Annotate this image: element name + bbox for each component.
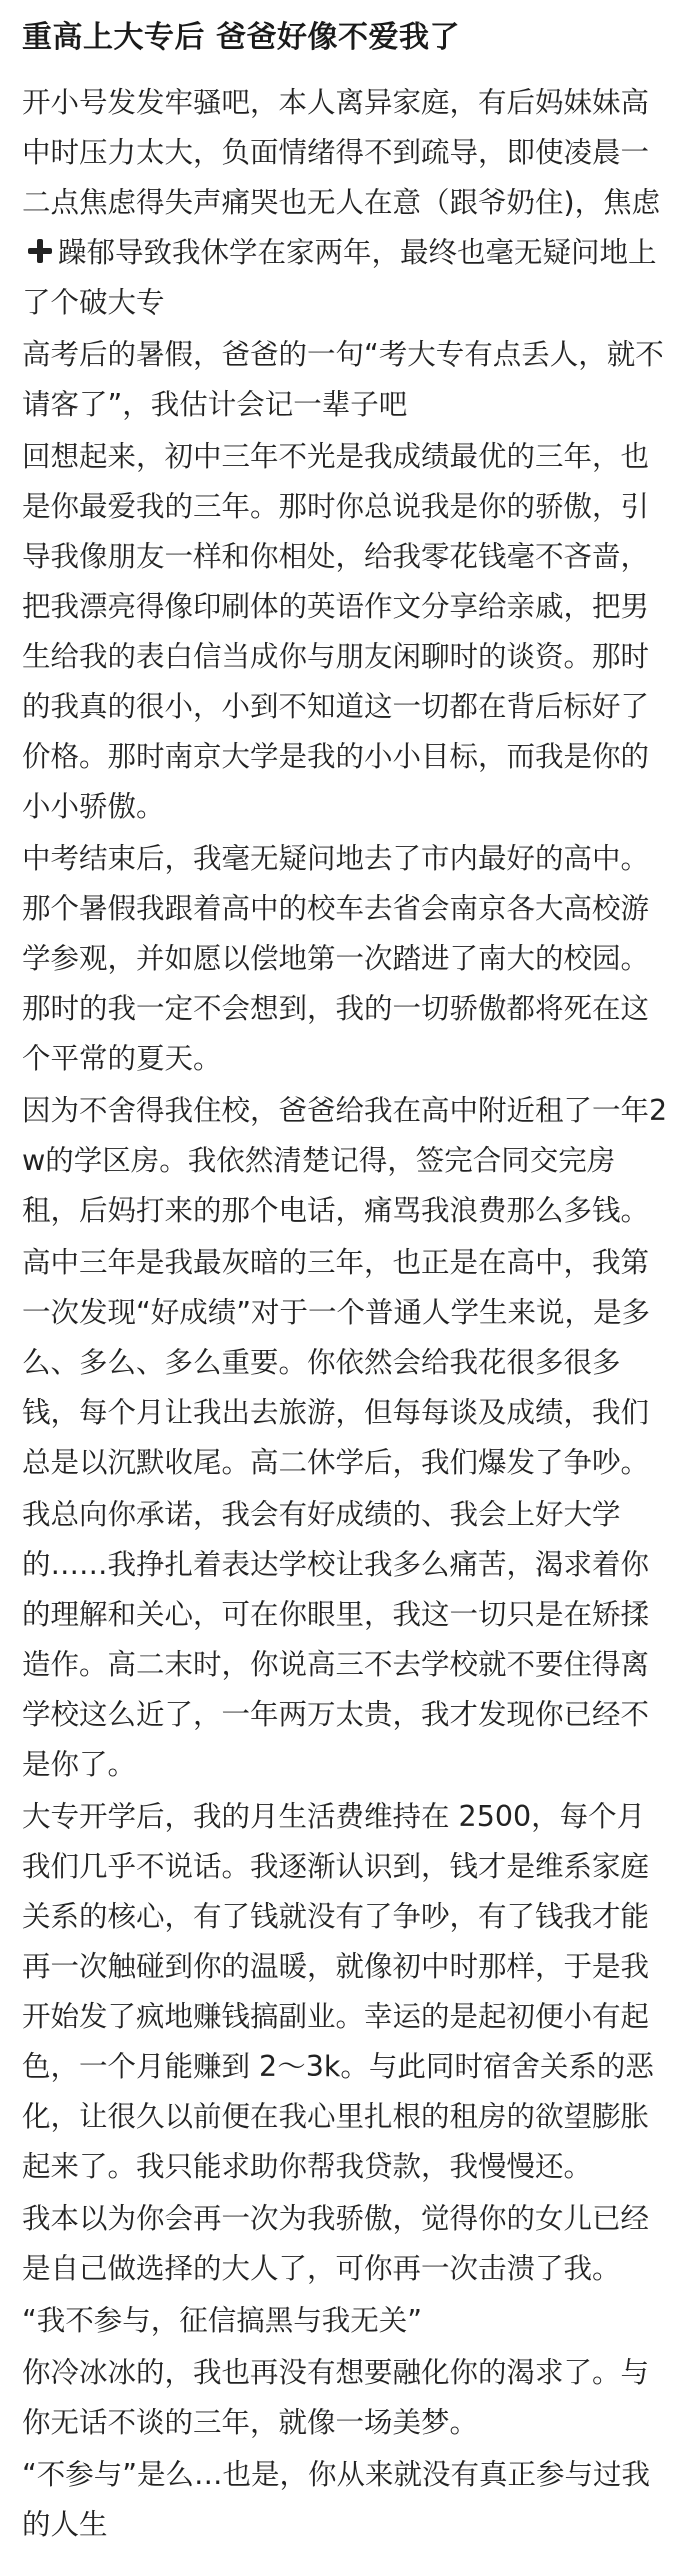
paragraph-7: 我总向你承诺，我会有好成绩的、我会上好大学的……我挣扎着表达学校让我多么痛苦，渴求着你的理解和关心，可在你眼里，我这一切只是在矫揉造作。高二末时，你说高三不去学校就不要住得离学校这么近了，一年两万太贵，我才发现你已经不是你了。 <box>22 1498 650 1781</box>
paragraph-1-text-b: 躁郁导致我休学在家两年，最终也毫无疑问地上了个破大专 <box>22 236 657 319</box>
paragraph-12: “不参与”是么…也是，你从来就没有真正参与过我的人生 <box>22 2458 651 2541</box>
paragraph-10-quote: “我不参与，征信搞黑与我无关” <box>22 2304 423 2337</box>
heavy-plus-icon <box>26 237 54 265</box>
paragraph-4: 中考结束后，我毫无疑问地去了市内最好的高中。那个暑假我跟着高中的校车去省会南京各大高校游学参观，并如愿以偿地第一次踏进了南大的校园。那时的我一定不会想到，我的一切骄傲都将死在这个平常的夏天。 <box>22 842 650 1075</box>
paragraph-6: 高中三年是我最灰暗的三年，也正是在高中，我第一次发现“好成绩”对于一个普通人学生来说，是多么、多么、多么重要。你依然会给我花很多很多钱，每个月让我出去旅游，但每每谈及成绩，我们总是以沉默收尾。高二休学后，我们爆发了争吵。 <box>22 1246 651 1479</box>
paragraph-2: 高考后的暑假，爸爸的一句“考大专有点丢人，就不请客了”，我估计会记一辈子吧 <box>22 338 664 421</box>
paragraph-8: 大专开学后，我的月生活费维持在 2500，每个月我们几乎不说话。我逐渐认识到，钱才是维系家庭关系的核心，有了钱就没有了争吵，有了钱我才能再一次触碰到你的温暖，就像初中时那样，于是我开始发了疯地赚钱搞副业。幸运的是起初便小有起色，一个月能赚到 2～3k。与此同时宿舍关系的恶化，让很久以前便在我心里扎根的租房的欲望膨胀起来了。我只能求助你帮我贷款，我慢慢还。 <box>22 1800 654 2183</box>
paragraph-5: 因为不舍得我住校，爸爸给我在高中附近租了一年2w的学区房。我依然清楚记得，签完合同交完房租，后妈打来的那个电话，痛骂我浪费那么多钱。 <box>22 1094 668 1227</box>
paragraph-3: 回想起来，初中三年不光是我成绩最优的三年，也是你最爱我的三年。那时你总说我是你的骄傲，引导我像朋友一样和你相处，给我零花钱毫不吝啬，把我漂亮得像印刷体的英语作文分享给亲戚，把男生给我的表白信当成你与朋友闲聊时的谈资。那时的我真的很小，小到不知道这一切都在背后标好了价格。那时南京大学是我的小小目标，而我是你的小小骄傲。 <box>22 440 650 823</box>
paragraph-11: 你冷冰冰的，我也再没有想要融化你的渴求了。与你无话不谈的三年，就像一场美梦。 <box>22 2356 650 2439</box>
paragraph-1 <box>22 78 668 328</box>
post-body <box>22 78 668 2550</box>
paragraph-9: 我本以为你会再一次为我骄傲，觉得你的女儿已经是自己做选择的大人了，可你再一次击溃了我。 <box>22 2202 650 2285</box>
paragraph-1-text-a: 开小号发发牢骚吧，本人离异家庭，有后妈妹妹高中时压力太大，负面情绪得不到疏导，即使凌晨一二点焦虑得失声痛哭也无人在意（跟爷奶住)，焦虑 <box>22 86 661 219</box>
post-title: 重高上大专后 爸爸好像不爱我了 <box>22 20 460 55</box>
